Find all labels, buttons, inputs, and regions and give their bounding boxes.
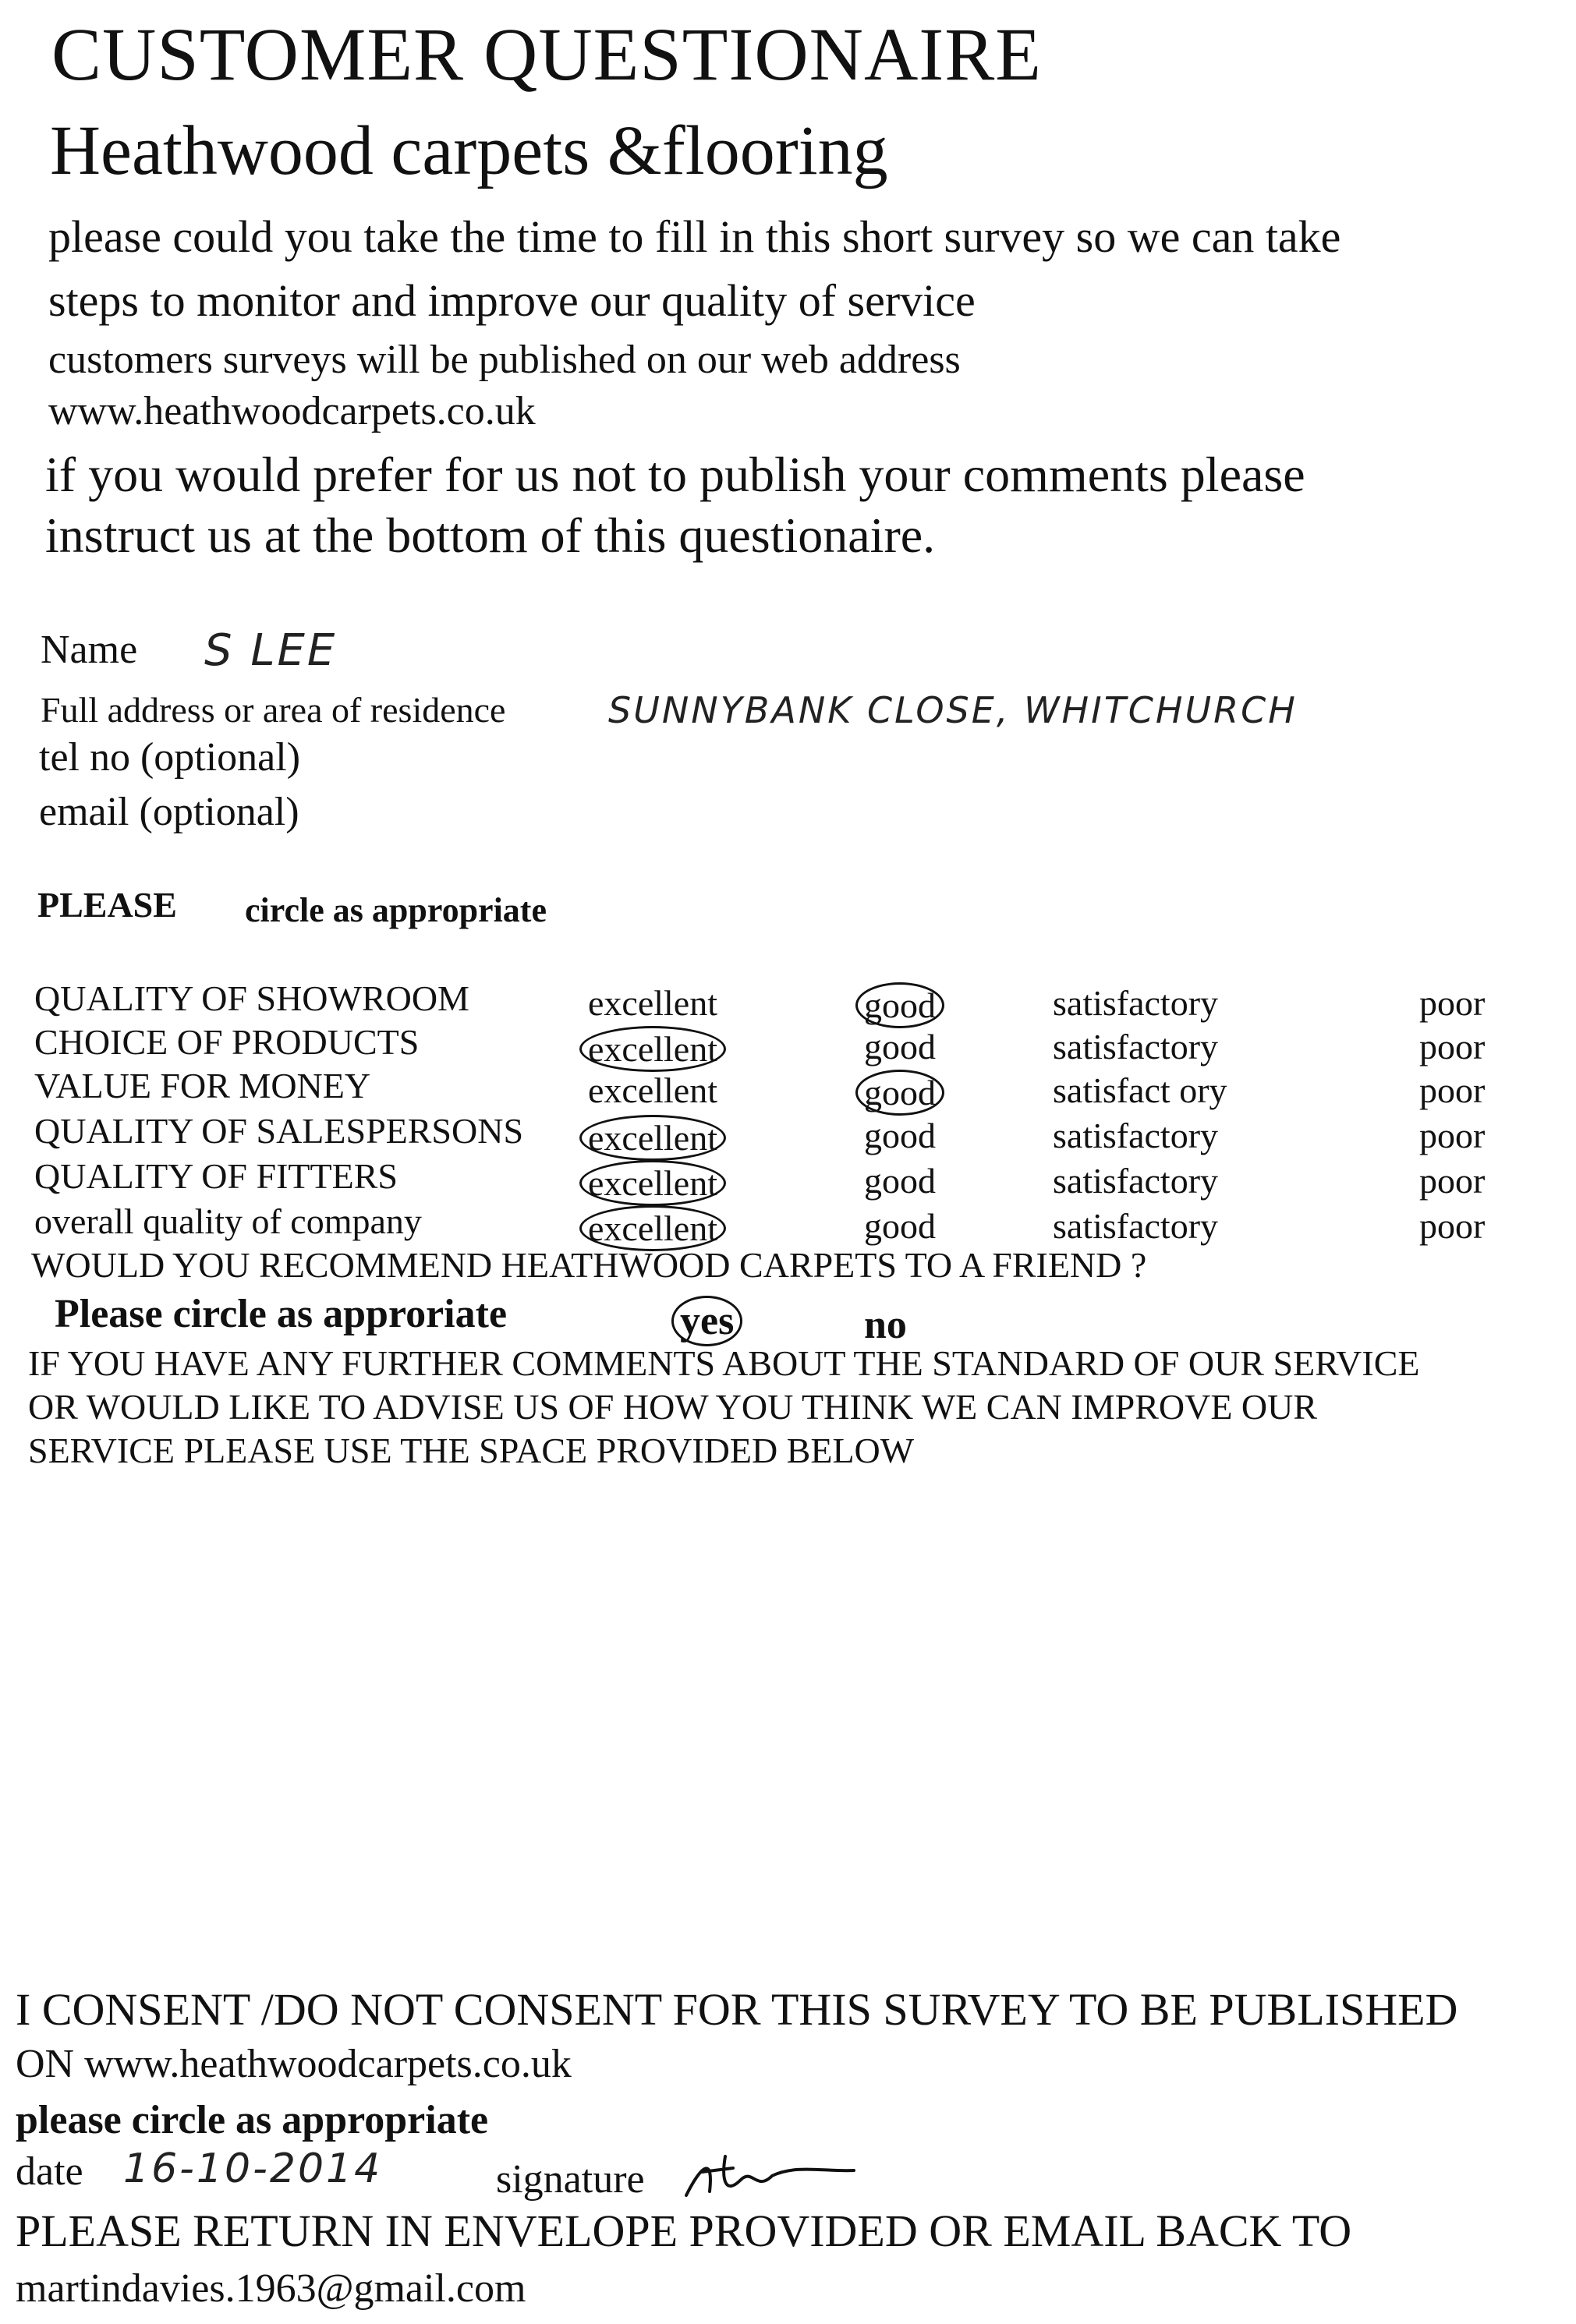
- rating-option[interactable]: [864, 1205, 936, 1247]
- website-address: www.heathwoodcarpets.co.uk: [48, 389, 536, 433]
- recommend-instruction: Please circle as approriate: [55, 1292, 508, 1336]
- rating-label: QUALITY OF SHOWROOM: [34, 978, 469, 1018]
- rating-option[interactable]: [588, 982, 717, 1024]
- rating-option[interactable]: [1419, 1205, 1485, 1247]
- tel-label: tel no (optional): [39, 735, 301, 780]
- name-value: S LEE: [204, 625, 338, 676]
- rating-option-text: excellent: [588, 1070, 718, 1110]
- rating-option[interactable]: [1053, 1115, 1218, 1156]
- rating-option-text: poor: [1419, 1116, 1486, 1155]
- rating-option-text: good: [864, 1116, 936, 1155]
- rating-option-text: satisfactory: [1053, 1116, 1219, 1155]
- date-value: 16-10-2014: [123, 2145, 383, 2192]
- rating-option-circled: excellent: [579, 1205, 726, 1251]
- rating-option-text: poor: [1419, 1027, 1486, 1066]
- rating-option-text: poor: [1419, 983, 1486, 1023]
- rating-option[interactable]: [1419, 1026, 1485, 1067]
- circle-instruction: circle as appropriate: [245, 891, 547, 929]
- rating-option[interactable]: [864, 982, 944, 1028]
- signature-label: signature: [496, 2157, 645, 2202]
- yes-circled: yes: [671, 1296, 742, 1346]
- consent-line-2: ON www.heathwoodcarpets.co.uk: [16, 2042, 572, 2086]
- rating-option[interactable]: [1053, 982, 1218, 1024]
- intro-line-1: please could you take the time to fill in this short survey so we can take: [48, 211, 1341, 262]
- rating-option[interactable]: [864, 1115, 936, 1156]
- intro-line-6: instruct us at the bottom of this questionaire.: [45, 508, 936, 563]
- comments-line-1: IF YOU HAVE ANY FURTHER COMMENTS ABOUT THE STANDARD OF OUR SERVICE: [28, 1343, 1420, 1383]
- rating-option-text: good: [864, 1161, 936, 1201]
- consent-line-1: I CONSENT /DO NOT CONSENT FOR THIS SURVEY TO BE PUBLISHED: [16, 1984, 1458, 2035]
- address-label: Full address or area of residence: [41, 690, 506, 730]
- rating-option[interactable]: [1419, 1115, 1485, 1156]
- rating-option[interactable]: [1053, 1160, 1218, 1201]
- email-label: email (optional): [39, 790, 299, 834]
- recommend-no[interactable]: no: [864, 1303, 907, 1347]
- address-value: SUNNYBANK CLOSE, WHITCHURCH: [608, 689, 1298, 731]
- name-label: Name: [41, 628, 138, 672]
- form-title: CUSTOMER QUESTIONAIRE: [51, 12, 1042, 96]
- date-label: date: [16, 2149, 83, 2194]
- rating-option-text: excellent: [588, 983, 718, 1023]
- intro-line-5: if you would prefer for us not to publish your comments please: [45, 447, 1305, 502]
- rating-option-text: poor: [1419, 1070, 1486, 1110]
- rating-option-text: good: [864, 1206, 936, 1246]
- rating-option[interactable]: [588, 1115, 726, 1161]
- rating-label: overall quality of company: [34, 1201, 422, 1241]
- rating-option[interactable]: [1419, 1160, 1485, 1201]
- rating-option[interactable]: [1053, 1205, 1218, 1247]
- comments-space[interactable]: [28, 1489, 1541, 1957]
- rating-option-text: good: [864, 1027, 936, 1066]
- rating-option-text: satisfactory: [1053, 1027, 1219, 1066]
- rating-label: QUALITY OF SALESPERSONS: [34, 1111, 524, 1151]
- consent-instruction: please circle as appropriate: [16, 2098, 489, 2142]
- comments-line-2: OR WOULD LIKE TO ADVISE US OF HOW YOU THINK WE CAN IMPROVE OUR: [28, 1387, 1318, 1427]
- rating-option[interactable]: [588, 1160, 726, 1206]
- please-label: PLEASE: [37, 885, 177, 925]
- rating-option[interactable]: [588, 1026, 726, 1072]
- intro-line-3: customers surveys will be published on our web address: [48, 338, 961, 382]
- rating-option-circled: excellent: [579, 1115, 726, 1161]
- rating-label: VALUE FOR MONEY: [34, 1066, 371, 1105]
- rating-option-text: poor: [1419, 1206, 1486, 1246]
- rating-option[interactable]: [864, 1070, 944, 1116]
- rating-option-circled: good: [855, 982, 944, 1028]
- rating-option-text: satisfactory: [1053, 1161, 1219, 1201]
- rating-option-circled: excellent: [579, 1160, 726, 1206]
- return-instruction: PLEASE RETURN IN ENVELOPE PROVIDED OR EMAIL BACK TO: [16, 2206, 1352, 2256]
- comments-line-3: SERVICE PLEASE USE THE SPACE PROVIDED BELOW: [28, 1431, 915, 1470]
- recommend-yes[interactable]: [680, 1296, 742, 1346]
- rating-option-text: satisfactory: [1053, 1206, 1219, 1246]
- rating-option[interactable]: [1053, 1070, 1227, 1111]
- rating-option-circled: excellent: [579, 1026, 726, 1072]
- rating-label: QUALITY OF FITTERS: [34, 1156, 398, 1196]
- rating-option[interactable]: [864, 1160, 936, 1201]
- rating-option[interactable]: [1053, 1026, 1218, 1067]
- rating-option[interactable]: [588, 1070, 717, 1111]
- intro-line-2: steps to monitor and improve our quality of service: [48, 275, 976, 326]
- rating-option-text: satisfact ory: [1053, 1070, 1227, 1110]
- rating-label: CHOICE OF PRODUCTS: [34, 1022, 420, 1062]
- rating-option[interactable]: [1419, 1070, 1485, 1111]
- recommend-question: WOULD YOU RECOMMEND HEATHWOOD CARPETS TO A FRIEND ?: [31, 1245, 1147, 1285]
- rating-option-text: poor: [1419, 1161, 1486, 1201]
- rating-option[interactable]: [1419, 982, 1485, 1024]
- return-email[interactable]: martindavies.1963@gmail.com: [16, 2266, 526, 2311]
- rating-option-text: satisfactory: [1053, 983, 1219, 1023]
- rating-option-circled: good: [855, 1070, 944, 1116]
- company-name: Heathwood carpets &flooring: [50, 112, 888, 189]
- rating-option[interactable]: [864, 1026, 936, 1067]
- signature-scribble-icon: [678, 2149, 858, 2211]
